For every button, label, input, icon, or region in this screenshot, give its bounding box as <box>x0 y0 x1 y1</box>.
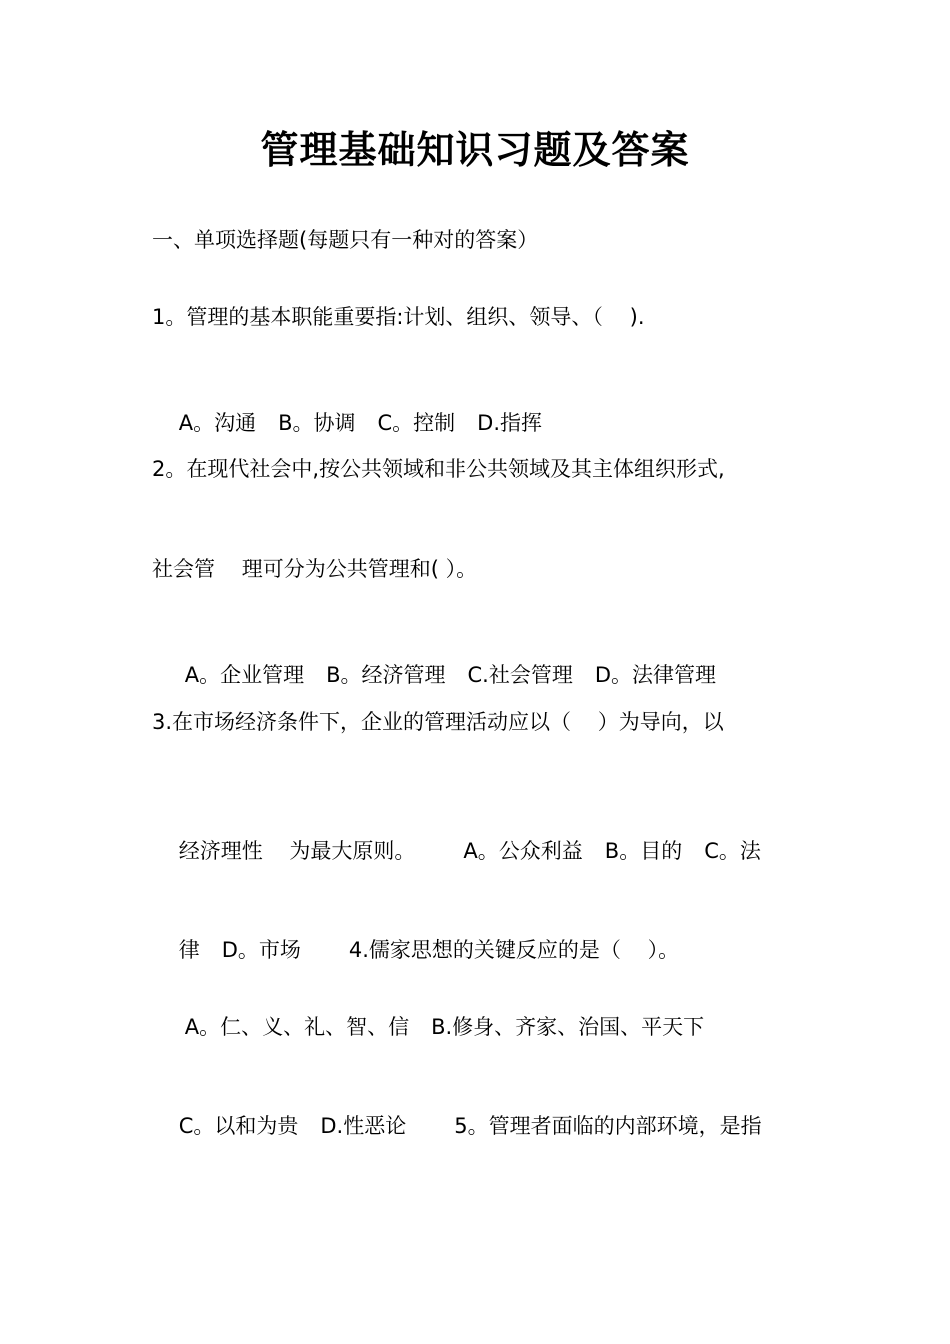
q4-option-c: C。以和为贵 <box>178 1114 299 1138</box>
document-title: 管理基础知识习题及答案 <box>260 127 690 172</box>
question-1-stem: 1。管理的基本职能重要指:计划、组织、领导、（ ). <box>152 305 645 329</box>
question-4-stem: 4.儒家思想的关键反应的是（ ）。 <box>348 938 680 962</box>
q2-option-c: C.社会管理 <box>467 663 573 687</box>
q3-option-c: C。法 <box>704 839 761 863</box>
q3-option-d: D。市场 <box>221 938 301 962</box>
q4-option-a: A。仁、义、礼、智、信 <box>184 1015 410 1039</box>
question-3-stem-line-1: 3.在市场经济条件下，企业的管理活动应以（ ）为导向，以 <box>152 710 724 734</box>
question-4-options-row-2-and-question-5 <box>152 1081 762 1171</box>
question-5-stem: 5。管理者面临的内部环境，是指 <box>454 1114 762 1138</box>
q3-option-a: A。公众利益 <box>463 839 583 863</box>
q3-option-c-end: 律 <box>178 938 200 962</box>
q3-stem-end: 经济理性 为最大原则。 <box>178 839 416 863</box>
section-heading: 一、单项选择题(每题只有一种对的答案） <box>152 228 539 252</box>
question-4-options-row-1 <box>158 982 704 1072</box>
q2-option-b: B。经济管理 <box>326 663 446 687</box>
q1-option-a: A。沟通 <box>178 411 257 435</box>
question-3-stem-line-2 <box>152 806 761 896</box>
question-2-stem-line-2: 社会管 理可分为公共管理和( ）。 <box>152 557 478 581</box>
q4-option-b: B.修身、齐家、治国、平天下 <box>431 1015 705 1039</box>
q1-option-d: D.指挥 <box>477 411 543 435</box>
q4-option-d: D.性恶论 <box>320 1114 407 1138</box>
q2-option-d: D。法律管理 <box>594 663 717 687</box>
q2-option-a: A。企业管理 <box>184 663 305 687</box>
q1-option-b: B。协调 <box>278 411 356 435</box>
q3-option-b: B。目的 <box>604 839 683 863</box>
question-2-stem-line-1: 2。在现代社会中,按公共领域和非公共领域及其主体组织形式, <box>152 457 725 481</box>
q1-option-c: C。控制 <box>377 411 456 435</box>
